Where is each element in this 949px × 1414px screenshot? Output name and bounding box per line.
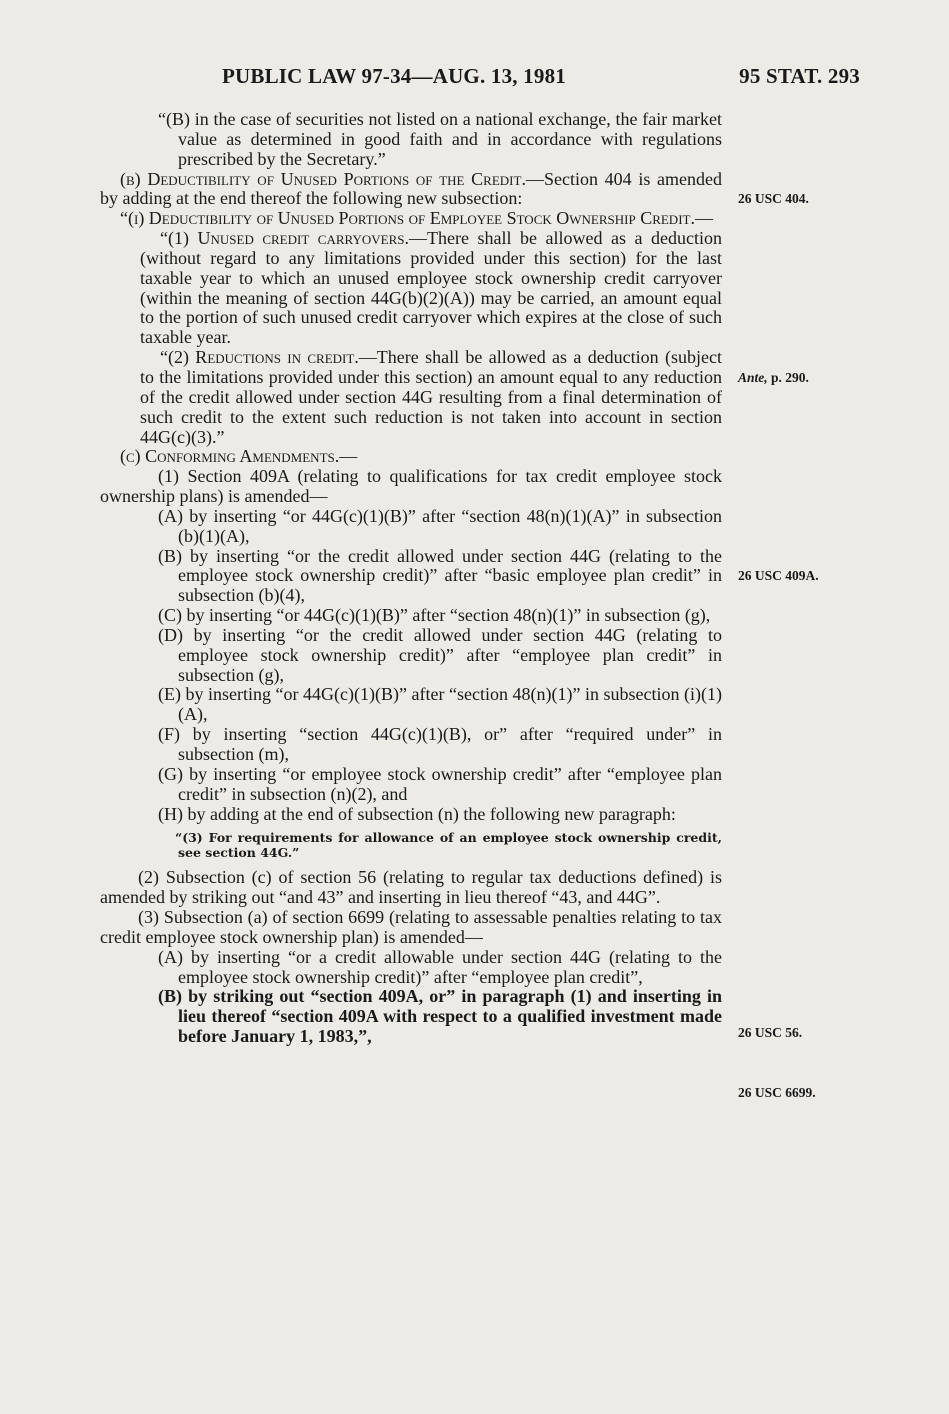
margin-note-ante-italic: Ante, (738, 370, 768, 385)
subsection-b (100, 170, 722, 210)
paragraph-2 (100, 348, 722, 447)
subsection-c-heading: (c) Conforming Amendments. (120, 446, 340, 467)
paragraph-2-heading: “(2) Reductions in credit. (160, 347, 359, 368)
paragraph-2-text: —There shall be allowed as a deduction (subject to the limitations provided under this section) an amount equal to any reduction of the credit allowed under section 44G resulting from a final determination of such credit to the extent such reduction is not taken into account in section 44G(c)(3).” (140, 347, 722, 447)
subsection-i (100, 209, 722, 229)
item-c1-g: (G) by inserting “or employee stock ownership credit” after “employee plan credit” in subsection (n)(2), and (158, 763, 722, 804)
item-c1-f: (F) by inserting “section 44G(c)(1)(B), or” after “required under” in subsection (m), (158, 724, 722, 764)
law-title: PUBLIC LAW 97-34—AUG. 13, 1981 (222, 64, 566, 88)
subsection-c (100, 447, 722, 467)
item-c1-e: (E) by inserting “or 44G(c)(1)(B)” after “section 48(n)(1)” in subsection (i)(1)(A), (158, 684, 722, 725)
paragraph-c3: (3) Subsection (a) of section 6699 (relating to assessable penalties relating to tax credit employee stock ownership plan) is amended— (100, 907, 722, 947)
item-c1-d: (D) by inserting “or the credit allowed under section 44G (relating to employee stock ownership credit)” after “employee plan credit” in subsection (g), (158, 624, 722, 685)
item-c1-a: (A) by inserting “or 44G(c)(1)(B)” after “section 48(n)(1)(A)” in subsection (b)(1)(A), (158, 505, 722, 546)
paragraph-1-text: —There shall be allowed as a deduction (without regard to any limitations provided under this section) for the last taxable year to which an unused employee stock ownership credit carryover (within the meaning of section 44G(b)(2)(A)) may be carried, an amount equal to the portion of such unused credit carryover which expires at the close of such taxable year. (140, 228, 722, 348)
item-c1-c: (C) by inserting “or 44G(c)(1)(B)” after “section 48(n)(1)” in subsection (g), (158, 605, 711, 626)
inserted-paragraph-note: “(3) For requirements for allowance of an employee stock ownership credit, see section 44G.” (175, 830, 722, 861)
margin-note-26-usc-56: 26 USC 56. (738, 1025, 803, 1040)
subsection-b-heading: (b) Deductibility of Unused Portions of the Credit. (120, 168, 526, 189)
margin-note-26-usc-6699: 26 USC 6699. (738, 1085, 816, 1100)
paragraph-1 (100, 229, 722, 348)
item-c1-b: (B) by inserting “or the credit allowed under section 44G (relating to the employee stock ownership credit)” after “basic employee plan credit” in subsection (b)(4), (158, 545, 722, 606)
subsection-c-dash: — (339, 446, 358, 467)
item-c1-h: (H) by adding at the end of subsection (n) the following new paragraph: (158, 803, 676, 824)
paragraph-b-securities: “(B) in the case of securities not listed on a national exchange, the fair market value as determined in good faith and in accordance with regulations prescribed by the Secretary.” (158, 109, 722, 169)
subsection-i-heading: “(i) Deductibility of Unused Portions of Employee Stock Ownership Credit. (120, 208, 695, 229)
margin-note-26-usc-404: 26 USC 404. (738, 191, 809, 206)
item-c3-b: (B) by striking out “section 409A, or” in paragraph (1) and inserting in lieu thereof “section 409A with respect to a qualified investment made before January 1, 1983,”, (158, 986, 722, 1047)
stat-page-number: 95 STAT. 293 (739, 64, 860, 88)
body-text (100, 110, 722, 1047)
paragraph-1-heading: “(1) Unused credit carryovers. (160, 228, 409, 249)
margin-note-ante-page: p. 290. (767, 370, 809, 385)
item-c3-a: (A) by inserting “or a credit allowable under section 44G (relating to the employee stock ownership credit)” after “employee plan credit”, (158, 946, 722, 987)
paragraph-c2: (2) Subsection (c) of section 56 (relating to regular tax deductions defined) is amended by striking out “and 43” and inserting in lieu thereof “43, and 44G”. (100, 867, 722, 908)
subsection-b-text: —Section 404 is amended by adding at the end thereof the following new subsection: (100, 168, 722, 209)
paragraph-c1: (1) Section 409A (relating to qualifications for tax credit employee stock ownership plans) is amended— (100, 466, 722, 507)
margin-note-ante (738, 370, 809, 386)
margin-note-26-usc-409a: 26 USC 409A. (738, 568, 819, 583)
subsection-i-dash: — (694, 208, 713, 229)
